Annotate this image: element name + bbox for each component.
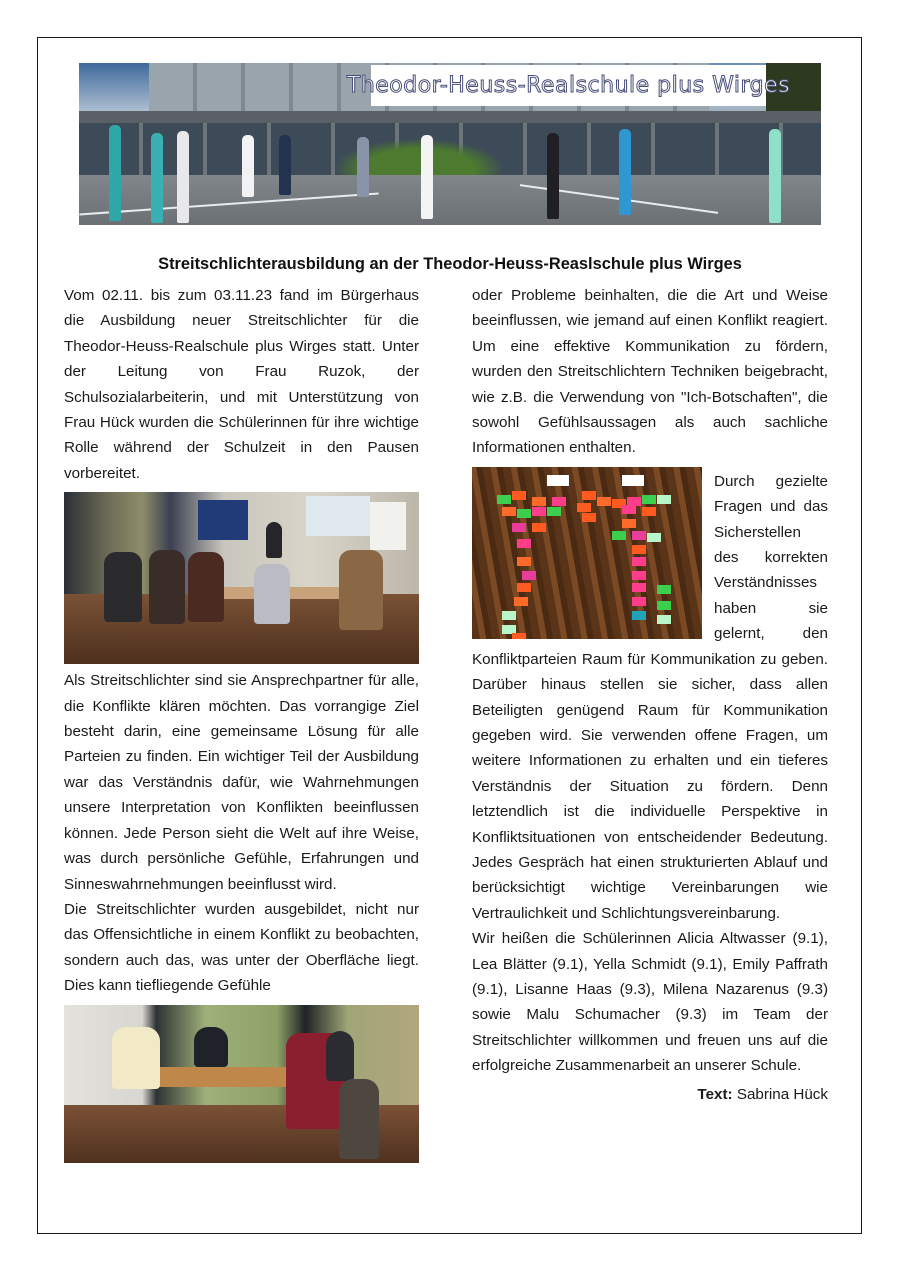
projection-screen [306,496,370,536]
right-column [472,283,828,1107]
note-card [622,475,644,486]
jacket-on-chair [339,1079,379,1159]
note-card [547,475,569,486]
note-card [632,611,646,620]
school-name: Theodor-Heuss-Realschule plus Wirges [346,73,791,98]
note-card [517,583,531,592]
mediation-practice-photo [64,1005,419,1163]
pin-board [198,500,248,540]
student-figure [619,129,631,215]
student-figure [104,552,142,622]
note-card [512,491,526,500]
note-cards-photo [472,467,702,639]
student-figure [547,133,559,219]
article-title: Streitschlichterausbildung an der Theodor-Heuss-Reaslschule plus Wirges [158,254,742,273]
left-column [64,283,419,1163]
note-card [647,533,661,542]
note-card [552,497,566,506]
note-card [622,519,636,528]
note-card [532,497,546,506]
note-card [657,601,671,610]
note-card [582,513,596,522]
note-card [514,597,528,606]
left-paragraph-3: Die Streitschlichter wurden ausgebildet, nicht nur das Offensichtliche in einem Konflikt zu beobachten, sondern auch das, was unter der Oberfläche liegt. Dies kann tiefliegende Gefühle [64,900,419,995]
note-card [517,539,531,548]
banner-schoolyard [79,175,821,225]
student-figure [339,550,383,630]
note-card [657,495,671,504]
student-figure [279,135,291,195]
right-paragraph-2: Durch gezielte Fragen und das Sicherstellen des korrekten Verständnisses haben sie gelernt, den Konfliktparteien Raum für Kommunikation zu geben. Darüber hinaus stellen sie sicher, dass allen Beteiligten genügend Raum für Kommunikation gegeben wird. Sie verwenden offene Fragen, um weitere Informationen zu erhalten und ein tieferes Verständnis der Situation zu fördern. Denn letztendlich ist die individuelle Perspektive in Konfliktsituationen von entscheidender Bedeutung. Jedes Gespräch hat einen strukturierten Ablauf und berücksichtigt wichtige Vereinbarungen wie Vertraulichkeit und Schlichtungsvereinbarung. [472,472,828,922]
note-card [582,491,596,500]
note-card [532,507,546,516]
student-figure [112,1027,160,1089]
student-figure [242,135,254,197]
student-figure [357,137,369,197]
student-figure [109,125,121,221]
note-card [517,557,531,566]
credit-label: Text: [697,1085,733,1103]
trainer-figure [266,522,282,558]
student-figure [151,133,163,223]
note-card [497,495,511,504]
note-card [502,507,516,516]
student-figure [194,1027,228,1067]
left-paragraph-1: Vom 02.11. bis zum 03.11.23 fand im Bürgerhaus die Ausbildung neuer Streitschlichter für die Theodor-Heuss-Realschule plus Wirges statt. Unter der Leitung von Frau Ruzok, der Schulsozialarbeiterin, und mit Unterstützung von Frau Hück wurden die Schülerinnen für ihre wichtige Rolle während der Schulzeit in den Pausen vorbereitet. [64,287,419,482]
student-figure [326,1031,354,1081]
right-paragraph-1: oder Probleme beinhalten, die die Art und Weise beeinflussen, wie jemand auf einen Konflikt reagiert. Um eine effektive Kommunikation zu fördern, wurden den Streitschlichtern Techniken beigebracht, wie z.B. die Verwendung von "Ich-Botschaften", die sowohl Gefühlsaussagen als auch sachliche Informationen enthalten. [472,287,828,457]
note-card [577,503,591,512]
note-card [512,523,526,532]
author-credit [472,1082,828,1107]
note-card [632,597,646,606]
credit-author: Sabrina Hück [736,1085,828,1103]
note-card [642,495,656,504]
note-card [517,509,531,518]
student-figure [188,552,224,622]
banner-roof [79,111,821,123]
note-card [632,531,646,540]
note-card [547,507,561,516]
note-card [612,531,626,540]
student-figure [421,135,433,219]
left-paragraph-2: Als Streitschlichter sind sie Ansprechpartner für alle, die Konflikte klären möchten. Das vorrangige Ziel besteht darin, eine gemeinsame Lösung für alle Parteien zu finden. Ein wichtiger Teil der Ausbildung war das Verständnis dafür, wie Wahrnehmungen unsere Interpretation von Konflikten beeinflussen können. Jede Person sieht die Welt auf ihre Weise, was durch persönliche Gefühle, Erfahrungen und Sinneswahrnehmungen beeinflusst wird. [64,672,419,893]
note-card [532,523,546,532]
student-figure [769,129,781,223]
note-card [512,633,526,639]
note-card [597,497,611,506]
note-card [522,571,536,580]
student-figure [254,564,290,624]
school-name-box [346,65,791,106]
header-banner-photo [79,63,821,225]
right-paragraph-3: Wir heißen die Schülerinnen Alicia Altwasser (9.1), Lea Blätter (9.1), Yella Schmidt (9.1), Emily Paffrath (9.1), Lisanne Haas (9.3), Milena Nazarenus (9.3) sowie Malu Schumacher (9.3) im Team der Streitschlichter willkommen und freuen uns auf die erfolgreiche Zusammenarbeit an unserer Schule. [472,930,828,1075]
note-card [642,507,656,516]
classroom-training-photo [64,492,419,664]
note-card [622,505,636,514]
note-card [657,615,671,624]
flipchart [370,502,406,550]
note-card [632,571,646,580]
student-figure [177,131,189,223]
banner-plants [319,133,519,178]
student-figure [149,550,185,624]
note-card [502,611,516,620]
note-card [632,557,646,566]
note-card [632,545,646,554]
note-card [657,585,671,594]
note-card [632,583,646,592]
